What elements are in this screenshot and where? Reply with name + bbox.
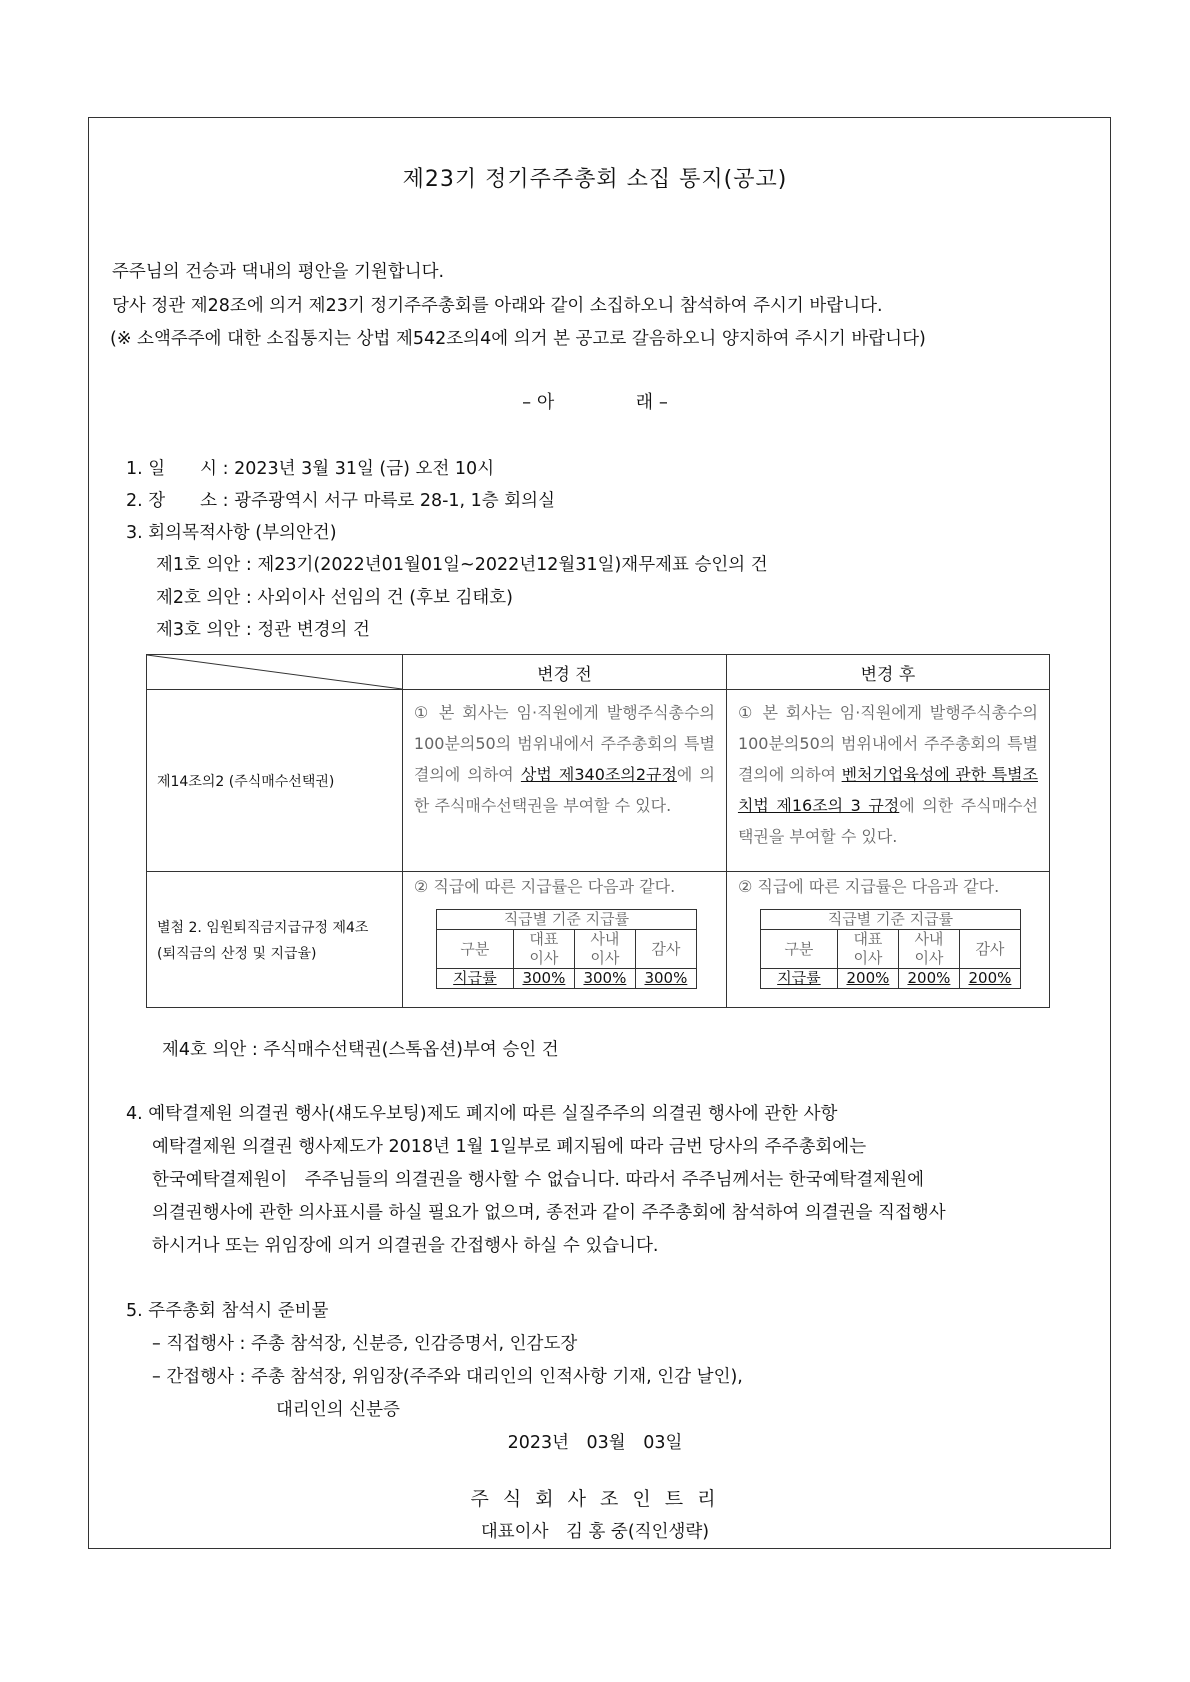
row1-before-text (404, 691, 725, 825)
row1-after-pre: ① 본 회사는 임·직원에게 발행주식총수의 100분의50의 범위내에서 주주총회의 특별결의에 의하여 (737, 703, 1038, 784)
rate-after-ceo: 200% (837, 969, 898, 989)
row1-after-text (728, 691, 1048, 856)
rate-col-ceo: 대표 이사 (513, 930, 574, 969)
rate-row-label: 지급률 (760, 969, 837, 989)
section-heading (0, 388, 1190, 414)
item4-line-2: 한국예탁결제원이 주주님들의 의결권을 행사할 수 없습니다. 따라서 주주님께서는 한국예탁결제원에 (152, 1170, 925, 1190)
rate-before-auditor: 300% (635, 969, 696, 989)
ceo-signature: 대표이사 김 홍 중(직인생략) (480, 1522, 710, 1542)
row1-before-cell (402, 690, 726, 872)
row1-label: 제14조의2 (주식매수선택권) (147, 690, 403, 872)
row2-label-line-1: 별첨 2. 임원퇴직금지급규정 제4조 (157, 919, 369, 936)
diagonal-header-cell (147, 655, 403, 690)
row1-before-post: 에 의한 주식매수선택권을 부여할 수 있다. (413, 765, 715, 815)
item-place: 2. 장 소 : 광주광역시 서구 마륵로 28-1, 1층 회의실 (126, 491, 555, 511)
agenda-4: 제4호 의안 : 주식매수선택권(스톡옵션)부여 승인 건 (162, 1040, 559, 1060)
rate-col-ceo: 대표 이사 (837, 930, 898, 969)
rate-table-after (760, 909, 1021, 989)
amendment-table (146, 654, 1050, 1008)
section-heading-right: 래 – (635, 392, 668, 413)
row1-before-underlined: 상법 제340조의2규정 (520, 765, 677, 784)
row1-after-post: 에 의한 주식매수선택권을 부여할 수 있다. (737, 796, 1038, 846)
rate-col-inside-director: 사내 이사 (574, 930, 635, 969)
rate-row-label: 지급률 (436, 969, 513, 989)
rate-col-auditor: 감사 (959, 930, 1020, 969)
row2-after-text: ② 직급에 따른 지급률은 다음과 같다. (737, 877, 1000, 897)
rate-col-auditor: 감사 (635, 930, 696, 969)
rate-before-inside-director: 300% (574, 969, 635, 989)
rate-title: 직급별 기준 지급률 (760, 910, 1020, 930)
intro-line-2: 당사 정관 제28조에 의거 제23기 정기주주총회를 아래와 같이 소집하오니 참석하여 주시기 바랍니다. (112, 296, 883, 316)
header-before: 변경 전 (402, 655, 726, 690)
document-title: 제23기 정기주주총회 소집 통지(공고) (402, 167, 788, 192)
rate-after-auditor: 200% (959, 969, 1020, 989)
item5-indirect-2: 대리인의 신분증 (276, 1400, 400, 1420)
rate-after-inside-director: 200% (898, 969, 959, 989)
rate-col-category: 구분 (436, 930, 513, 969)
row2-label-line-2: (퇴직금의 산정 및 지급율) (157, 945, 317, 962)
row2-label (147, 872, 403, 1008)
item4-head: 4. 예탁결제원 의결권 행사(섀도우보팅)제도 폐지에 따른 실질주주의 의결권 행사에 관한 사항 (126, 1104, 838, 1124)
item-date: 1. 일 시 : 2023년 3월 31일 (금) 오전 10시 (126, 459, 495, 479)
rate-before-ceo: 300% (513, 969, 574, 989)
agenda-1: 제1호 의안 : 제23기(2022년01월01일~2022년12월31일)재무제표 승인의 건 (156, 555, 768, 575)
agenda-3: 제3호 의안 : 정관 변경의 건 (156, 620, 370, 640)
row1-after-underlined: 벤처기업육성에 관한 특별조치법 제16조의 3 규정 (737, 765, 1038, 815)
row2-after-cell (726, 872, 1049, 1008)
rate-col-category: 구분 (760, 930, 837, 969)
diagonal-line (147, 655, 402, 689)
header-after: 변경 후 (726, 655, 1049, 690)
row1-after-cell (726, 690, 1049, 872)
rate-table-before (436, 909, 697, 989)
item-agenda-head: 3. 회의목적사항 (부의안건) (126, 523, 337, 543)
item4-line-1: 예탁결제원 의결권 행사제도가 2018년 1월 1일부로 폐지됨에 따라 금번 당사의 주주총회에는 (152, 1137, 867, 1157)
intro-line-1: 주주님의 건승과 댁내의 평안을 기원합니다. (112, 262, 445, 282)
item4-line-4: 하시거나 또는 위임장에 의거 의결권을 간접행사 하실 수 있습니다. (152, 1236, 659, 1256)
row1-before-pre: ① 본 회사는 임·직원에게 발행주식총수의 100분의50의 범위내에서 주주총회의 특별결의에 의하여 (413, 703, 715, 784)
row2-before-text: ② 직급에 따른 지급률은 다음과 같다. (413, 877, 676, 897)
item4-line-3: 의결권행사에 관한 의사표시를 하실 필요가 없으며, 종전과 같이 주주총회에 참석하여 의결권을 직접행사 (152, 1203, 946, 1223)
rate-title: 직급별 기준 지급률 (436, 910, 696, 930)
item5-direct: – 직접행사 : 주총 참석장, 신분증, 인감증명서, 인감도장 (152, 1334, 578, 1354)
company-name: 주 식 회 사 조 인 트 리 (470, 1488, 720, 1510)
intro-line-3: (※ 소액주주에 대한 소집통지는 상법 제542조의4에 의거 본 공고로 갈음하오니 양지하여 주시기 바랍니다) (110, 329, 926, 349)
item5-head: 5. 주주총회 참석시 준비물 (126, 1301, 329, 1321)
section-heading-left: – 아 (522, 392, 555, 413)
item5-indirect-1: – 간접행사 : 주총 참석장, 위임장(주주와 대리인의 인적사항 기재, 인감 날인), (152, 1367, 743, 1387)
notice-date: 2023년 03월 03일 (507, 1433, 683, 1453)
rate-col-inside-director: 사내 이사 (898, 930, 959, 969)
agenda-2: 제2호 의안 : 사외이사 선임의 건 (후보 김태호) (156, 588, 514, 608)
row2-before-cell (402, 872, 726, 1008)
